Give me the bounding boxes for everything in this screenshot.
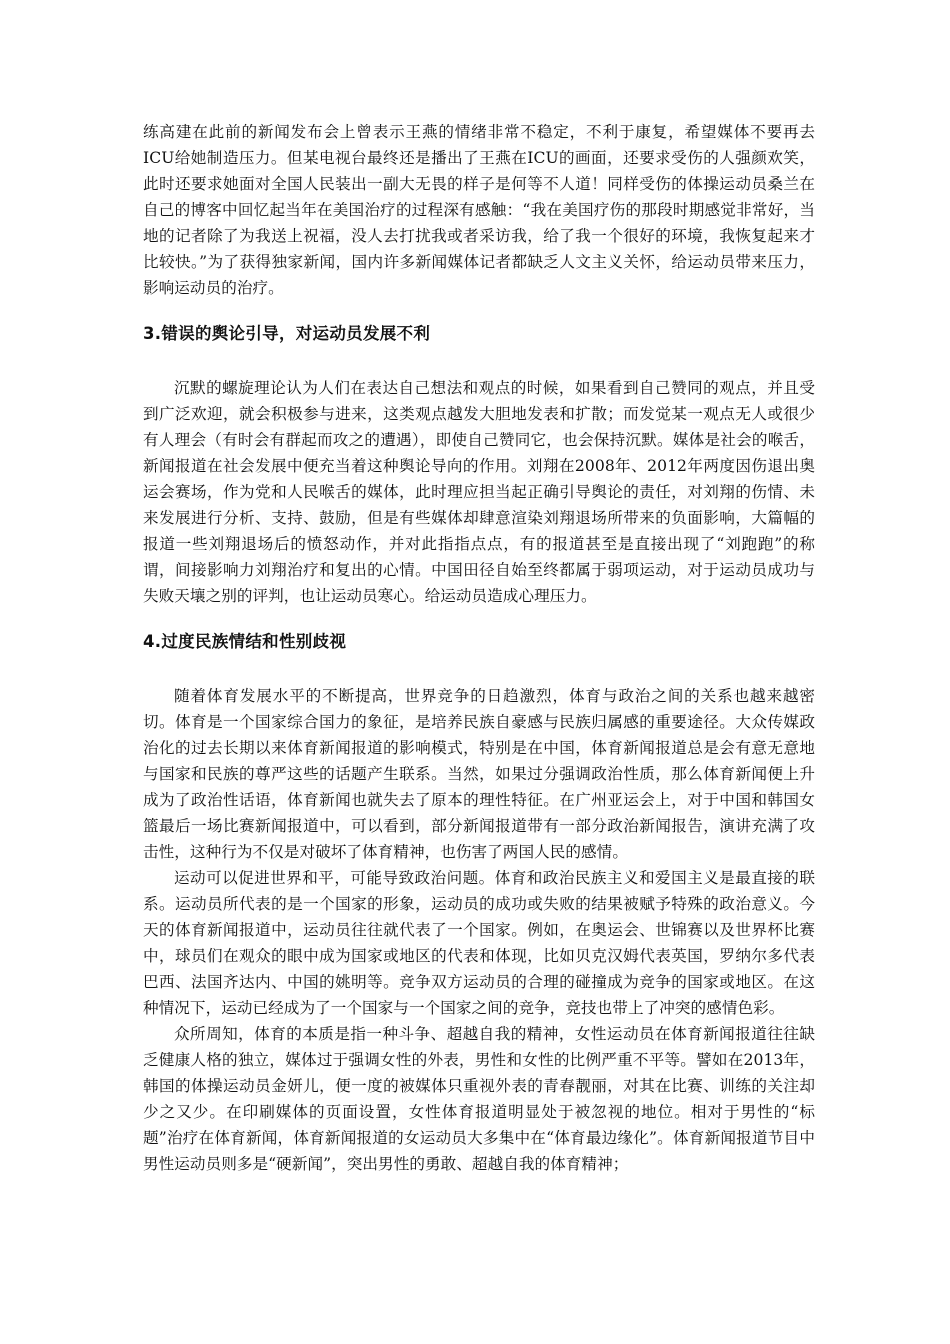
paragraph: 众所周知，体育的本质是指一种斗争、超越自我的精神，女性运动员在体育新闻报道往往缺乏健康人格的独立，媒体过于强调女性的外表，男性和女性的比例严重不平等。譬如在2013年，韩国的体操运动员金妍儿，便一度的被媒体只重视外表的青春靓丽，对其在比赛、训练的关注却少之又少。在印刷媒体的页面设置，女性体育报道明显处于被忽视的地位。相对于男性的“标题”治疗在体育新闻，体育新闻报道的女运动员大多集中在“体育最边缘化”。体育新闻报道节目中男性运动员则多是“硬新闻”，突出男性的勇敢、超越自我的体育精神； [143, 1025, 815, 1173]
section-heading: 4.过度民族情结和性别歧视 [143, 632, 347, 651]
paragraph: 练高建在此前的新闻发布会上曾表示王燕的情绪非常不稳定，不利于康复，希望媒体不要再去ICU给她制造压力。但某电视台最终还是播出了王燕在ICU的画面，还要求受伤的人强颜欢笑，此时还要求她面对全国人民装出一副大无畏的样子是何等不人道！同样受伤的体操运动员桑兰在自己的博客中回忆起当年在美国治疗的过程深有感触：“我在美国疗伤的那段时期感觉非常好，当地的记者除了为我送上祝福，没人去打扰我或者采访我，给了我一个很好的环境，我恢复起来才比较快。”为了获得独家新闻，国内许多新闻媒体记者都缺乏人文主义关怀，给运动员带来压力，影响运动员的治疗。 [143, 123, 815, 297]
paragraph: 沉默的螺旋理论认为人们在表达自己想法和观点的时候，如果看到自己赞同的观点，并且受到广泛欢迎，就会积极参与进来，这类观点越发大胆地发表和扩散；而发觉某一观点无人或很少有人理会（有时会有群起而攻之的遭遇），即使自己赞同它，也会保持沉默。媒体是社会的喉舌，新闻报道在社会发展中便充当着这种舆论导向的作用。刘翔在2008年、2012年两度因伤退出奥运会赛场，作为党和人民喉舌的媒体，此时理应担当起正确引导舆论的责任，对刘翔的伤情、未来发展进行分析、支持、鼓励，但是有些媒体却肆意渲染刘翔退场所带来的负面影响，大篇幅的报道一些刘翔退场后的愤怒动作，并对此指指点点，有的报道甚至是直接出现了“刘跑跑”的称谓，间接影响力刘翔治疗和复出的心情。中国田径自始至终都属于弱项运动，对于运动员成功与失败天壤之别的评判，也让运动员寒心。给运动员造成心理压力。 [143, 379, 815, 605]
document-page [143, 119, 815, 1177]
section-gap [143, 301, 815, 321]
section-heading: 3.错误的舆论引导，对运动员发展不利 [143, 324, 431, 343]
section-gap [143, 609, 815, 629]
heading-gap [143, 347, 815, 375]
paragraph: 随着体育发展水平的不断提高，世界竞争的日趋激烈，体育与政治之间的关系也越来越密切。体育是一个国家综合国力的象征，是培养民族自豪感与民族归属感的重要途径。大众传媒政治化的过去长期以来体育新闻报道的影响模式，特别是在中国，体育新闻报道总是会有意无意地与国家和民族的尊严这些的话题产生联系。当然，如果过分强调政治性质，那么体育新闻便上升成为了政治性话语，体育新闻也就失去了原本的理性特征。在广州亚运会上，对于中国和韩国女篮最后一场比赛新闻报道中，可以看到，部分新闻报道带有一部分政治新闻报告，演讲充满了攻击性，这种行为不仅是对破坏了体育精神，也伤害了两国人民的感情。 [143, 687, 815, 861]
heading-gap [143, 655, 815, 683]
paragraph: 运动可以促进世界和平，可能导致政治问题。体育和政治民族主义和爱国主义是最直接的联系。运动员所代表的是一个国家的形象，运动员的成功或失败的结果被赋予特殊的政治意义。今天的体育新闻报道中，运动员往往就代表了一个国家。例如，在奥运会、世锦赛以及世界杯比赛中，球员们在观众的眼中成为国家或地区的代表和体现，比如贝克汉姆代表英国，罗纳尔多代表巴西、法国齐达内、中国的姚明等。竞争双方运动员的合理的碰撞成为竞争的国家或地区。在这种情况下，运动已经成为了一个国家与一个国家之间的竞争，竞技也带上了冲突的感情色彩。 [143, 869, 815, 1017]
